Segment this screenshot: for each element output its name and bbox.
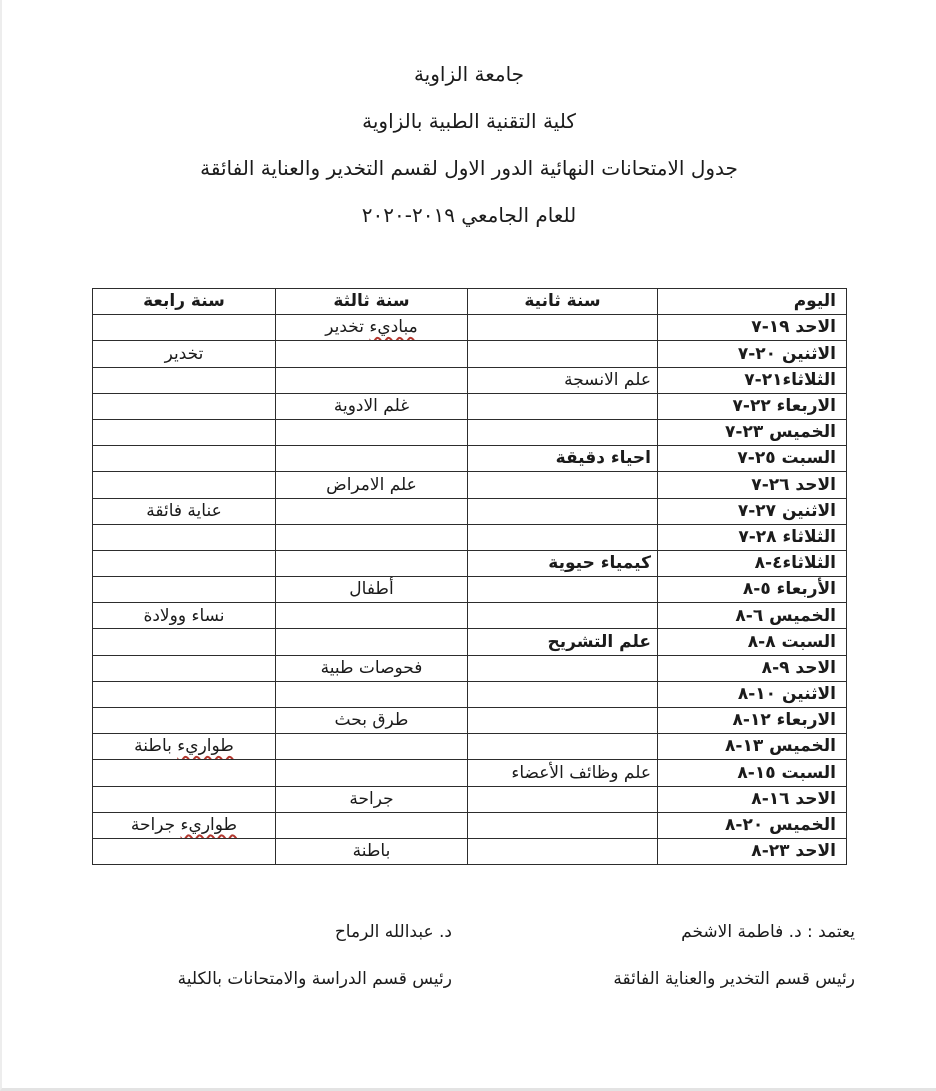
cell-year2 [468, 655, 658, 681]
table-row [93, 760, 847, 786]
column-header-year3: سنة ثالثة [276, 289, 468, 315]
cell-year2 [468, 315, 658, 341]
cell-year4 [93, 524, 276, 550]
cell-year3: علم الامراض [276, 472, 468, 498]
cell-year4: طواريء جراحة [93, 812, 276, 838]
cell-year4 [93, 367, 276, 393]
university-name: جامعة الزاوية [413, 62, 525, 86]
academic-year: للعام الجامعي ٢٠١٩-٢٠٢٠ [361, 203, 577, 227]
cell-day: الاحد ٢٦-٧ [658, 472, 847, 498]
cell-year4 [93, 629, 276, 655]
cell-year2 [468, 341, 658, 367]
cell-year3: غلم الادوية [276, 393, 468, 419]
cell-year3 [276, 419, 468, 445]
misspelled-word: طواريء [180, 815, 238, 835]
table-row [93, 577, 847, 603]
cell-year4 [93, 655, 276, 681]
table-row [93, 393, 847, 419]
cell-day: الاحد ٢٣-٨ [658, 838, 847, 864]
cell-year3: مباديء تخدير [276, 315, 468, 341]
cell-year3: باطنة [276, 838, 468, 864]
cell-year3 [276, 524, 468, 550]
cell-year2: كيمياء حيوية [468, 550, 658, 576]
table-row [93, 524, 847, 550]
cell-year3 [276, 629, 468, 655]
cell-year3: طرق بحث [276, 708, 468, 734]
cell-day: الثلاثاء٤-٨ [658, 550, 847, 576]
cell-year4 [93, 446, 276, 472]
table-row [93, 603, 847, 629]
cell-year4 [93, 681, 276, 707]
cell-year4 [93, 315, 276, 341]
cell-day: الأربعاء ٥-٨ [658, 577, 847, 603]
cell-day: الاثنين ٢٠-٧ [658, 341, 847, 367]
document-header [2, 62, 936, 250]
cell-year4 [93, 577, 276, 603]
cell-year2 [468, 472, 658, 498]
table-row [93, 655, 847, 681]
cell-year2 [468, 708, 658, 734]
approver-name: يعتمد : د. فاطمة الاشخم [681, 922, 855, 942]
exam-table-wrapper [93, 288, 847, 865]
cell-year3 [276, 367, 468, 393]
examiner-signature-block [178, 921, 452, 990]
examiner-name: د. عبدالله الرماح [334, 922, 452, 942]
cell-year2 [468, 838, 658, 864]
table-header-row [93, 289, 847, 315]
cell-year2 [468, 603, 658, 629]
cell-year4: نساء وولادة [93, 603, 276, 629]
table-row [93, 681, 847, 707]
cell-year4 [93, 760, 276, 786]
table-row [93, 341, 847, 367]
cell-year2: علم التشريح [468, 629, 658, 655]
approval-signature-block [613, 921, 855, 990]
cell-year4 [93, 786, 276, 812]
cell-year2 [468, 734, 658, 760]
cell-day: السبت ٢٥-٧ [658, 446, 847, 472]
cell-year3 [276, 812, 468, 838]
cell-year2: علم وظائف الأعضاء [468, 760, 658, 786]
cell-year3: أطفال [276, 577, 468, 603]
cell-year2 [468, 419, 658, 445]
cell-year4: طواريء باطنة [93, 734, 276, 760]
table-row [93, 472, 847, 498]
cell-year4: تخدير [93, 341, 276, 367]
exam-table-body [93, 315, 847, 865]
cell-year3 [276, 681, 468, 707]
cell-year2 [468, 812, 658, 838]
table-row [93, 550, 847, 576]
cell-year3 [276, 446, 468, 472]
cell-day: الاثنين ٢٧-٧ [658, 498, 847, 524]
cell-year4: عناية فائقة [93, 498, 276, 524]
table-row [93, 708, 847, 734]
cell-day: الاحد ٩-٨ [658, 655, 847, 681]
cell-day: الثلاثاء ٢٨-٧ [658, 524, 847, 550]
cell-year3: جراحة [276, 786, 468, 812]
cell-year4 [93, 708, 276, 734]
table-row [93, 367, 847, 393]
cell-day: الاربعاء ١٢-٨ [658, 708, 847, 734]
table-row [93, 838, 847, 864]
cell-year3 [276, 498, 468, 524]
column-header-year2: سنة ثانية [468, 289, 658, 315]
cell-year2 [468, 393, 658, 419]
cell-year3 [276, 760, 468, 786]
cell-year2 [468, 524, 658, 550]
cell-day: الخميس ٦-٨ [658, 603, 847, 629]
cell-day: الاحد ١٩-٧ [658, 315, 847, 341]
column-header-day: اليوم [658, 289, 847, 315]
cell-day: الخميس ١٣-٨ [658, 734, 847, 760]
cell-year2 [468, 498, 658, 524]
cell-year4 [93, 472, 276, 498]
table-row [93, 629, 847, 655]
cell-year4 [93, 550, 276, 576]
cell-year2: علم الانسجة [468, 367, 658, 393]
cell-day: الخميس ٢٠-٨ [658, 812, 847, 838]
table-row [93, 734, 847, 760]
cell-year2 [468, 681, 658, 707]
cell-year3 [276, 550, 468, 576]
misspelled-word: طواريء [177, 736, 234, 757]
examiner-title: رئيس قسم الدراسة والامتحانات بالكلية [177, 969, 452, 989]
table-row [93, 419, 847, 445]
cell-year2: احياء دقيقة [468, 446, 658, 472]
cell-year4 [93, 419, 276, 445]
column-header-year4: سنة رابعة [93, 289, 276, 315]
exam-table [92, 288, 847, 865]
cell-year4 [93, 838, 276, 864]
cell-day: السبت ١٥-٨ [658, 760, 847, 786]
cell-day: الاحد ١٦-٨ [658, 786, 847, 812]
table-row [93, 498, 847, 524]
cell-day: الثلاثاء٢١-٧ [658, 367, 847, 393]
cell-day: الاربعاء ٢٢-٧ [658, 393, 847, 419]
cell-day: السبت ٨-٨ [658, 629, 847, 655]
college-name: كلية التقنية الطبية بالزاوية [362, 109, 576, 133]
table-row [93, 812, 847, 838]
cell-year2 [468, 577, 658, 603]
cell-year3 [276, 603, 468, 629]
cell-day: الاثنين ١٠-٨ [658, 681, 847, 707]
misspelled-word: مباديء [369, 317, 418, 338]
cell-year2 [468, 786, 658, 812]
cell-year3 [276, 734, 468, 760]
schedule-title: جدول الامتحانات النهائية الدور الاول لقسم التخدير والعناية الفائقة [200, 156, 738, 180]
table-row [93, 315, 847, 341]
cell-day: الخميس ٢٣-٧ [658, 419, 847, 445]
table-row [93, 786, 847, 812]
cell-year4 [93, 393, 276, 419]
approver-title: رئيس قسم التخدير والعناية الفائقة [613, 969, 855, 989]
table-row [93, 446, 847, 472]
cell-year3: فحوصات طبية [276, 655, 468, 681]
cell-year3 [276, 341, 468, 367]
